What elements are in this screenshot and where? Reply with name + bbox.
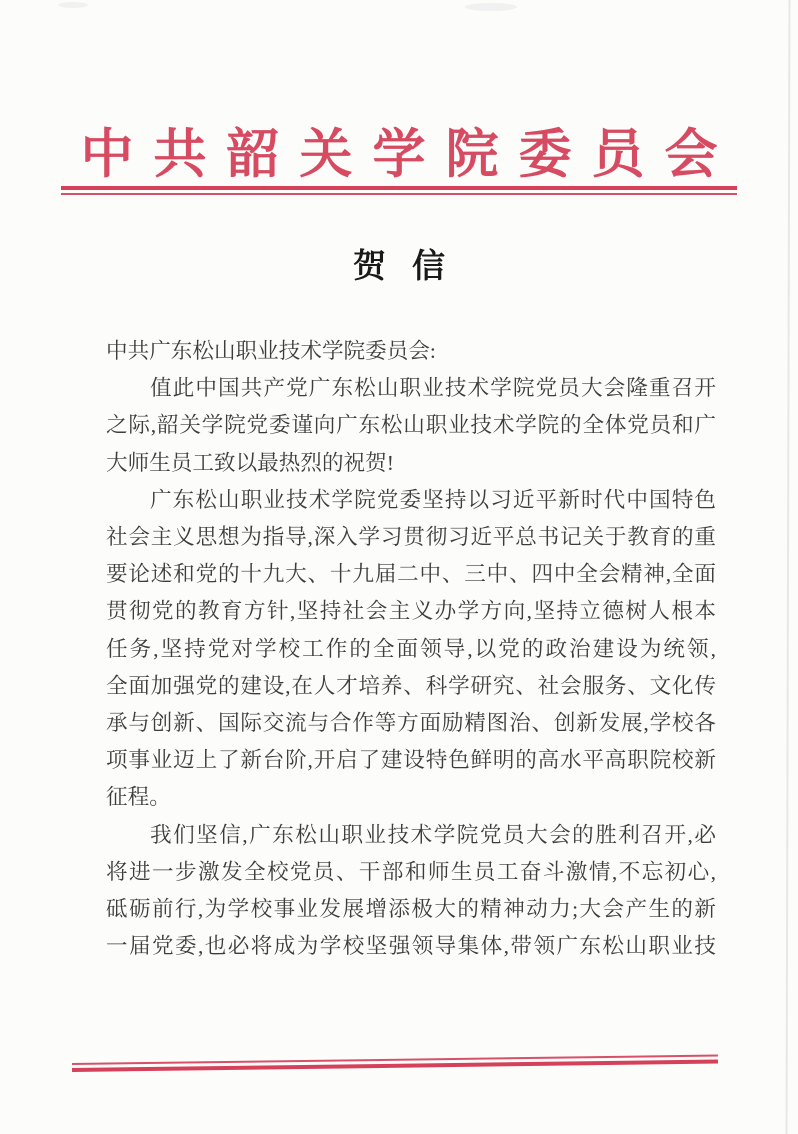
letterhead-title: 中共韶关学院委员会	[80, 126, 738, 184]
document-title: 贺信	[353, 249, 471, 285]
body-line: 社会主义思想为指导,深入学习贯彻习近平总书记关于教育的重	[106, 525, 716, 550]
body-line: 承与创新、国际交流与合作等方面励精图治、创新发展,学校各	[106, 711, 716, 736]
body-line: 之际,韶关学院党委谨向广东松山职业技术学院的全体党员和广	[106, 413, 716, 438]
divider-thin-line	[61, 193, 737, 195]
footer-divider	[72, 1055, 718, 1072]
letterhead-divider	[61, 186, 737, 195]
body-line: 我们坚信,广东松山职业技术学院党员大会的胜利召开,必	[150, 822, 716, 847]
body-line: 征程。	[106, 785, 171, 810]
letter-body	[106, 333, 716, 965]
body-line: 值此中国共产党广东松山职业技术学院党员大会隆重召开	[150, 376, 716, 401]
salutation-line: 中共广东松山职业技术学院委员会:	[106, 339, 436, 363]
body-line: 将进一步激发全校党员、干部和师生员工奋斗激情,不忘初心,	[106, 859, 716, 884]
body-line: 任务,坚持党对学校工作的全面领导,以党的政治建设为统领,	[106, 636, 716, 661]
body-line: 砥砺前行,为学校事业发展增添极大的精神动力;大会产生的新	[106, 897, 716, 922]
scan-smudge	[465, 3, 517, 11]
body-line: 项事业迈上了新台阶,开启了建设特色鲜明的高水平高职院校新	[106, 748, 716, 773]
body-line: 要论述和党的十九大、十九届二中、三中、四中全会精神,全面	[106, 562, 716, 587]
body-line: 大师生员工致以最热烈的祝贺!	[106, 450, 394, 475]
body-line: 全面加强党的建设,在人才培养、科学研究、社会服务、文化传	[106, 673, 716, 698]
body-line: 贯彻党的教育方针,坚持社会主义办学方向,坚持立德树人根本	[106, 599, 716, 624]
scan-smudge	[58, 2, 88, 8]
body-line: 一届党委,也必将成为学校坚强领导集体,带领广东松山职业技	[106, 934, 716, 959]
body-line: 广东松山职业技术学院党委坚持以习近平新时代中国特色	[150, 487, 716, 512]
